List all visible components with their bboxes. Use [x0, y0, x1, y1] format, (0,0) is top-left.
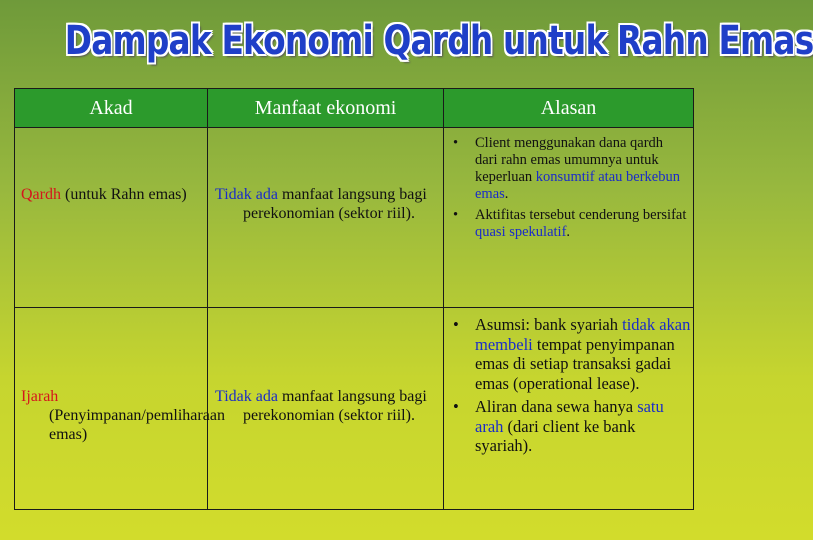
manfaat-text: manfaat langsung bagi perekonomian (sektor riil). — [243, 186, 427, 222]
table-row-1-alasan — [449, 135, 689, 245]
akad-name: Ijarah — [21, 388, 59, 405]
akad-name: Qardh — [21, 186, 61, 203]
column-divider — [443, 89, 444, 509]
list-item: • Aktifitas tersebut cenderung bersifat quasi spekulatif. — [449, 207, 689, 241]
table-row-2-alasan — [449, 315, 693, 460]
row-divider — [15, 127, 693, 128]
manfaat-text: manfaat langsung bagi perekonomian (sektor riil). — [243, 388, 427, 424]
list-item: • Asumsi: bank syariah tidak akan membeli tempat penyimpanan emas di setiap transaksi gadai emas (operational lease). — [449, 315, 693, 393]
list-item: • Aliran dana sewa hanya satu arah (dari client ke bank syariah). — [449, 397, 693, 456]
header-akad: Akad — [15, 89, 207, 127]
akad-note: (Penyimpanan/pemliharaan emas) — [49, 407, 225, 443]
table-row-2-akad — [21, 387, 225, 444]
table-row-1-manfaat — [215, 185, 449, 223]
column-divider — [207, 89, 208, 509]
slide-title: Dampak Ekonomi Qardh untuk Rahn Emas — [64, 18, 813, 64]
list-item: • Client menggunakan dana qardh dari rahn emas umumnya untuk keperluan konsumtif atau berkebun emas. — [449, 135, 689, 203]
impact-table — [14, 88, 694, 510]
table-row-2-manfaat — [215, 387, 449, 425]
header-alasan: Alasan — [444, 89, 693, 127]
row-divider — [15, 307, 693, 308]
manfaat-highlight: Tidak ada — [215, 388, 278, 405]
manfaat-highlight: Tidak ada — [215, 186, 278, 203]
header-manfaat-ekonomi: Manfaat ekonomi — [208, 89, 443, 127]
akad-note: (untuk Rahn emas) — [60, 186, 187, 203]
table-row-1-akad — [21, 185, 209, 204]
